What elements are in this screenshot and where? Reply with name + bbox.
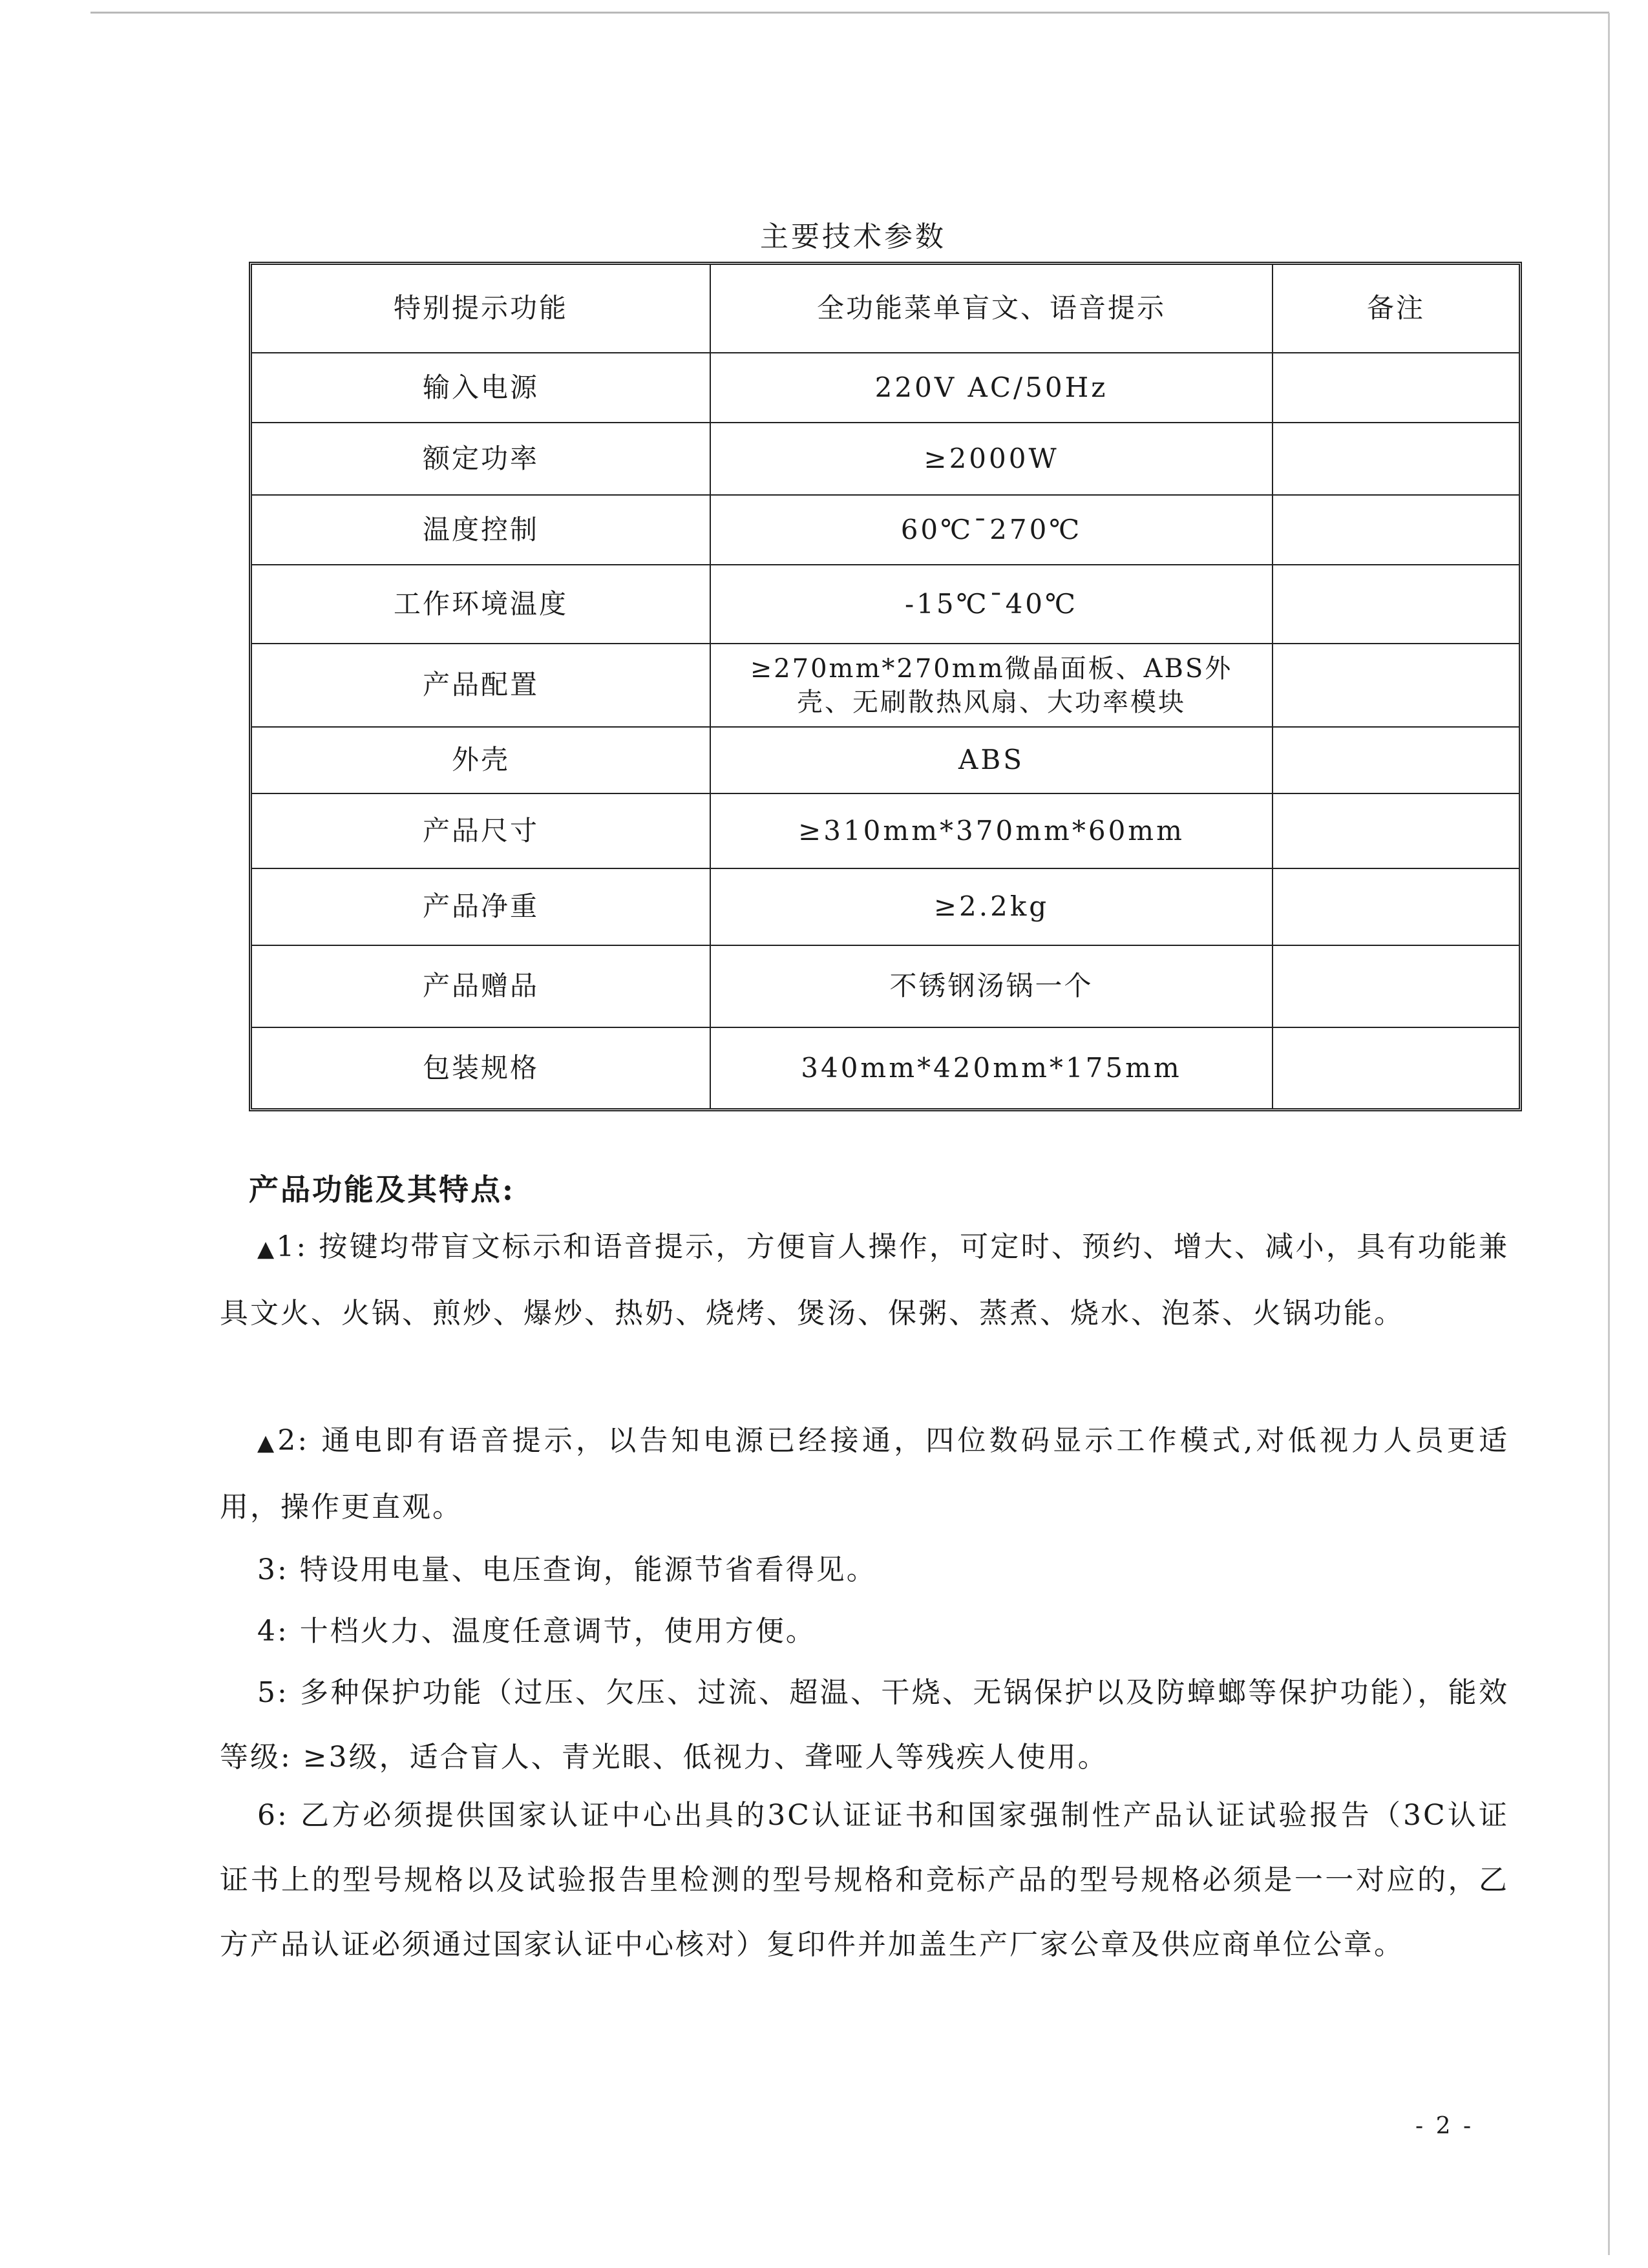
feature-text: 5: 多种保护功能（过压、欠压、过流、超温、干烧、无锅保护以及防蟑螂等保护功能），能效等级: ≥3级，适合盲人、青光眼、低视力、聋哑人等残疾人使用。 [220, 1676, 1509, 1774]
table-note-cell [1273, 794, 1519, 869]
table-note-cell [1273, 565, 1519, 644]
table-value-cell: ≥310mm*370mm*60mm [711, 794, 1273, 869]
table-value-cell: ABS [711, 728, 1273, 794]
table-value-cell: 不锈钢汤锅一个 [711, 946, 1273, 1028]
feature-paragraph [220, 1409, 1509, 1540]
feature-paragraph [220, 1538, 1509, 1602]
feature-text: 4: 十档火力、温度任意调节，使用方便。 [257, 1615, 816, 1648]
table-value-cell: -15℃¯40℃ [711, 565, 1273, 644]
feature-text: 2: 通电即有语音提示，以告知电源已经接通，四位数码显示工作模式,对低视力人员更适用，操作更直观。 [220, 1424, 1509, 1524]
features-title: 产品功能及其特点: [249, 1172, 515, 1207]
table-value-cell: ≥2.2kg [711, 869, 1273, 946]
scan-edge-top [90, 12, 1609, 14]
table-value-cell: ≥2000W [711, 423, 1273, 496]
table-value-cell: 220V AC/50Hz [711, 353, 1273, 423]
feature-paragraph [220, 1599, 1509, 1664]
table-value-cell: 60℃¯270℃ [711, 496, 1273, 565]
feature-text: 6: 乙方必须提供国家认证中心出具的3C认证证书和国家强制性产品认证试验报告（3C认证证书上的型号规格以及试验报告里检测的型号规格和竞标产品的型号规格必须是一一对应的，乙方产品认证必须通过国家认证中心核对）复印件并加盖生产厂家公章及供应商单位公章。 [220, 1799, 1509, 1961]
feature-paragraph [220, 1215, 1509, 1346]
table-note-cell [1273, 353, 1519, 423]
spec-table [249, 262, 1522, 1111]
table-param-cell: 产品净重 [252, 869, 711, 946]
table-note-cell [1273, 496, 1519, 565]
table-note-cell [1273, 644, 1519, 728]
table-value-cell: 340mm*420mm*175mm [711, 1028, 1273, 1108]
table-param-cell: 包装规格 [252, 1028, 711, 1108]
triangle-marker-icon: ▲ [257, 1236, 277, 1262]
table-note-cell [1273, 728, 1519, 794]
feature-paragraph [220, 1783, 1509, 1977]
table-param-cell: 产品尺寸 [252, 794, 711, 869]
table-header-cell: 特别提示功能 [252, 265, 711, 353]
table-note-cell [1273, 423, 1519, 496]
table-param-cell: 外壳 [252, 728, 711, 794]
feature-paragraph [220, 1661, 1509, 1790]
scan-edge-right [1608, 13, 1610, 2255]
table-note-cell [1273, 1028, 1519, 1108]
table-param-cell: 温度控制 [252, 496, 711, 565]
feature-text: 3: 特设用电量、电压查询，能源节省看得见。 [257, 1553, 877, 1586]
table-param-cell: 输入电源 [252, 353, 711, 423]
table-param-cell: 产品赠品 [252, 946, 711, 1028]
table-param-cell: 产品配置 [252, 644, 711, 728]
table-note-cell [1273, 869, 1519, 946]
table-header-cell: 备注 [1273, 265, 1519, 353]
page-number: - 2 - [1415, 2113, 1474, 2139]
feature-text: 1: 按键均带盲文标示和语音提示，方便盲人操作，可定时、预约、增大、减小，具有功能兼具文火、火锅、煎炒、爆炒、热奶、烧烤、煲汤、保粥、蒸煮、烧水、泡茶、火锅功能。 [220, 1230, 1509, 1330]
triangle-marker-icon: ▲ [257, 1430, 278, 1456]
table-header-cell: 全功能菜单盲文、语音提示 [711, 265, 1273, 353]
table-title: 主要技术参数 [760, 220, 946, 253]
table-param-cell: 工作环境温度 [252, 565, 711, 644]
table-note-cell [1273, 946, 1519, 1028]
table-value-cell: ≥270mm*270mm微晶面板、ABS外壳、无刷散热风扇、大功率模块 [711, 644, 1273, 728]
table-param-cell: 额定功率 [252, 423, 711, 496]
